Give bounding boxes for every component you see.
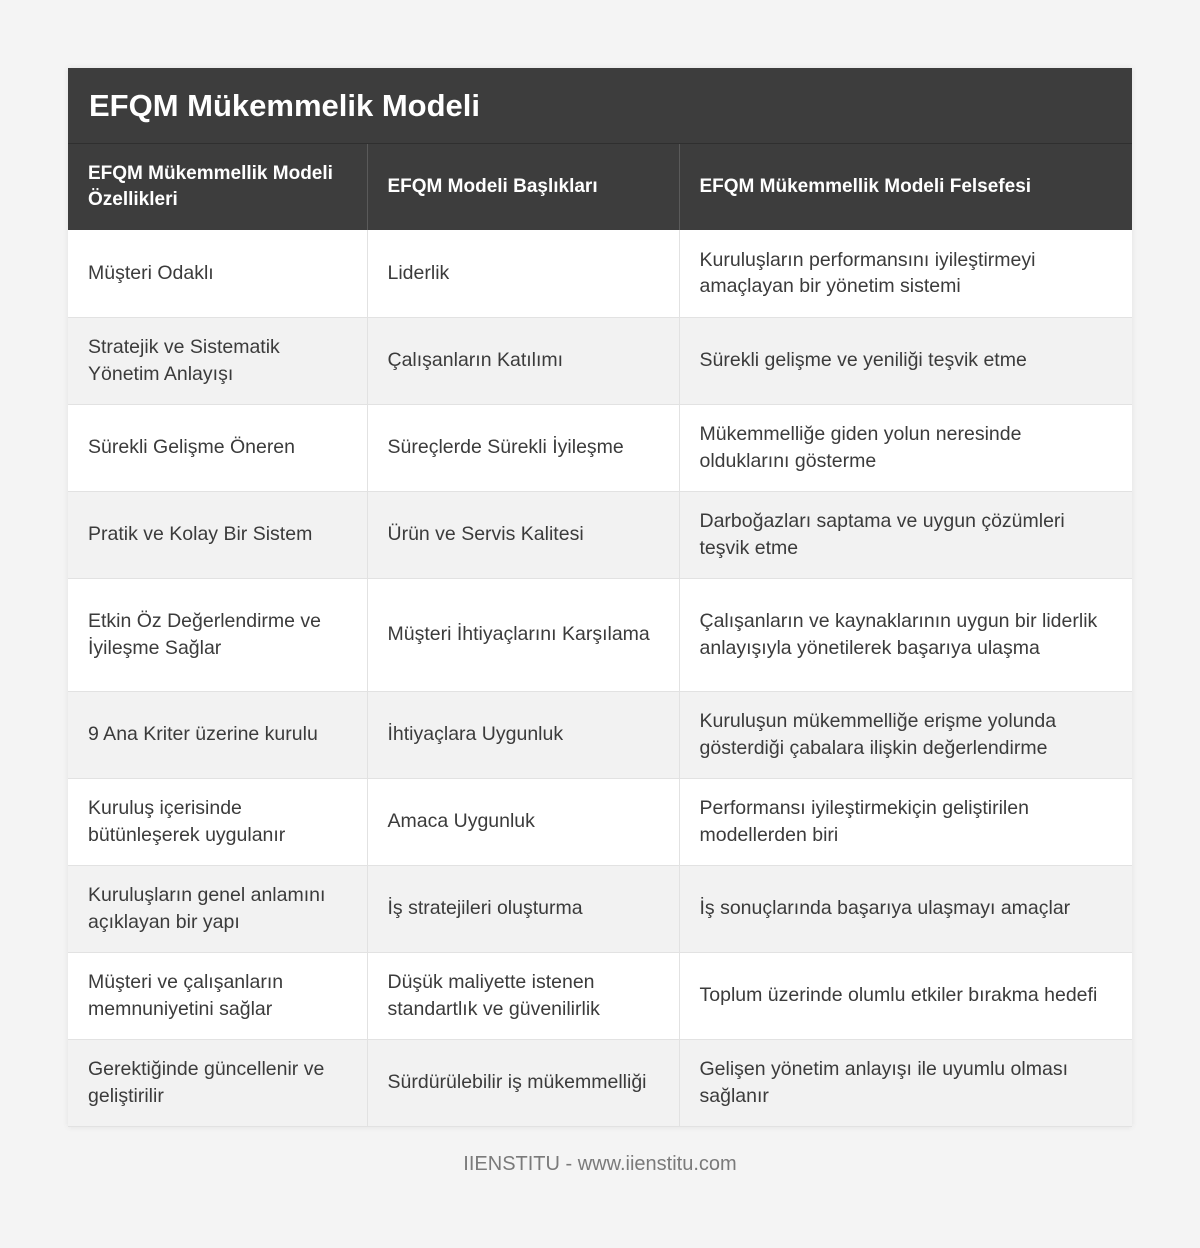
table-row	[68, 778, 1132, 865]
table-cell: Amaca Uygunluk	[367, 778, 679, 865]
table-cell: Gerektiğinde güncellenir ve geliştirilir	[68, 1039, 367, 1126]
table-row	[68, 404, 1132, 491]
table-cell: Kuruluşların genel anlamını açıklayan bir yapı	[68, 865, 367, 952]
column-header-features: EFQM Mükemmellik Modeli Özellikleri	[68, 144, 367, 230]
table-cell: Müşteri ve çalışanların memnuniyetini sağlar	[68, 952, 367, 1039]
table-cell: Müşteri İhtiyaçlarını Karşılama	[367, 578, 679, 691]
table-cell: Sürdürülebilir iş mükemmelliği	[367, 1039, 679, 1126]
table-cell: Kuruluşun mükemmelliğe erişme yolunda gösterdiği çabalara ilişkin değerlendirme	[679, 691, 1132, 778]
table-cell: İş sonuçlarında başarıya ulaşmayı amaçlar	[679, 865, 1132, 952]
table-row	[68, 317, 1132, 404]
table-cell: Gelişen yönetim anlayışı ile uyumlu olması sağlanır	[679, 1039, 1132, 1126]
table-cell: Düşük maliyette istenen standartlık ve güvenilirlik	[367, 952, 679, 1039]
table-cell: Kuruluş içerisinde bütünleşerek uygulanır	[68, 778, 367, 865]
table-cell: Çalışanların ve kaynaklarının uygun bir liderlik anlayışıyla yönetilerek başarıya ulaşma	[679, 578, 1132, 691]
table-title: EFQM Mükemmelik Modeli	[68, 68, 1132, 144]
table-cell: Sürekli Gelişme Öneren	[68, 404, 367, 491]
table-cell: Etkin Öz Değerlendirme ve İyileşme Sağlar	[68, 578, 367, 691]
table-row	[68, 578, 1132, 691]
table-cell: Sürekli gelişme ve yeniliği teşvik etme	[679, 317, 1132, 404]
table-cell: Süreçlerde Sürekli İyileşme	[367, 404, 679, 491]
table-cell: Liderlik	[367, 230, 679, 317]
column-header-titles: EFQM Modeli Başlıkları	[367, 144, 679, 230]
table-cell: Mükemmelliğe giden yolun neresinde olduklarını gösterme	[679, 404, 1132, 491]
table-row	[68, 230, 1132, 317]
site-footer: IIENSTITU - www.iienstitu.com	[463, 1153, 737, 1175]
table-cell: Performansı iyileştirmekiçin geliştirilen modellerden biri	[679, 778, 1132, 865]
table-cell: Toplum üzerinde olumlu etkiler bırakma hedefi	[679, 952, 1132, 1039]
table-cell: Kuruluşların performansını iyileştirmeyi amaçlayan bir yönetim sistemi	[679, 230, 1132, 317]
table-cell: Müşteri Odaklı	[68, 230, 367, 317]
table-card	[68, 68, 1132, 1127]
efqm-table	[68, 144, 1132, 1127]
table-cell: İş stratejileri oluşturma	[367, 865, 679, 952]
table-cell: 9 Ana Kriter üzerine kurulu	[68, 691, 367, 778]
header-row	[68, 144, 1132, 230]
table-cell: İhtiyaçlara Uygunluk	[367, 691, 679, 778]
table-row	[68, 865, 1132, 952]
table-row	[68, 952, 1132, 1039]
table-cell: Ürün ve Servis Kalitesi	[367, 491, 679, 578]
table-cell: Stratejik ve Sistematik Yönetim Anlayışı	[68, 317, 367, 404]
table-cell: Pratik ve Kolay Bir Sistem	[68, 491, 367, 578]
table-row	[68, 1039, 1132, 1126]
table-row	[68, 491, 1132, 578]
table-cell: Darboğazları saptama ve uygun çözümleri teşvik etme	[679, 491, 1132, 578]
table-row	[68, 691, 1132, 778]
column-header-philosophy: EFQM Mükemmellik Modeli Felsefesi	[679, 144, 1132, 230]
table-cell: Çalışanların Katılımı	[367, 317, 679, 404]
